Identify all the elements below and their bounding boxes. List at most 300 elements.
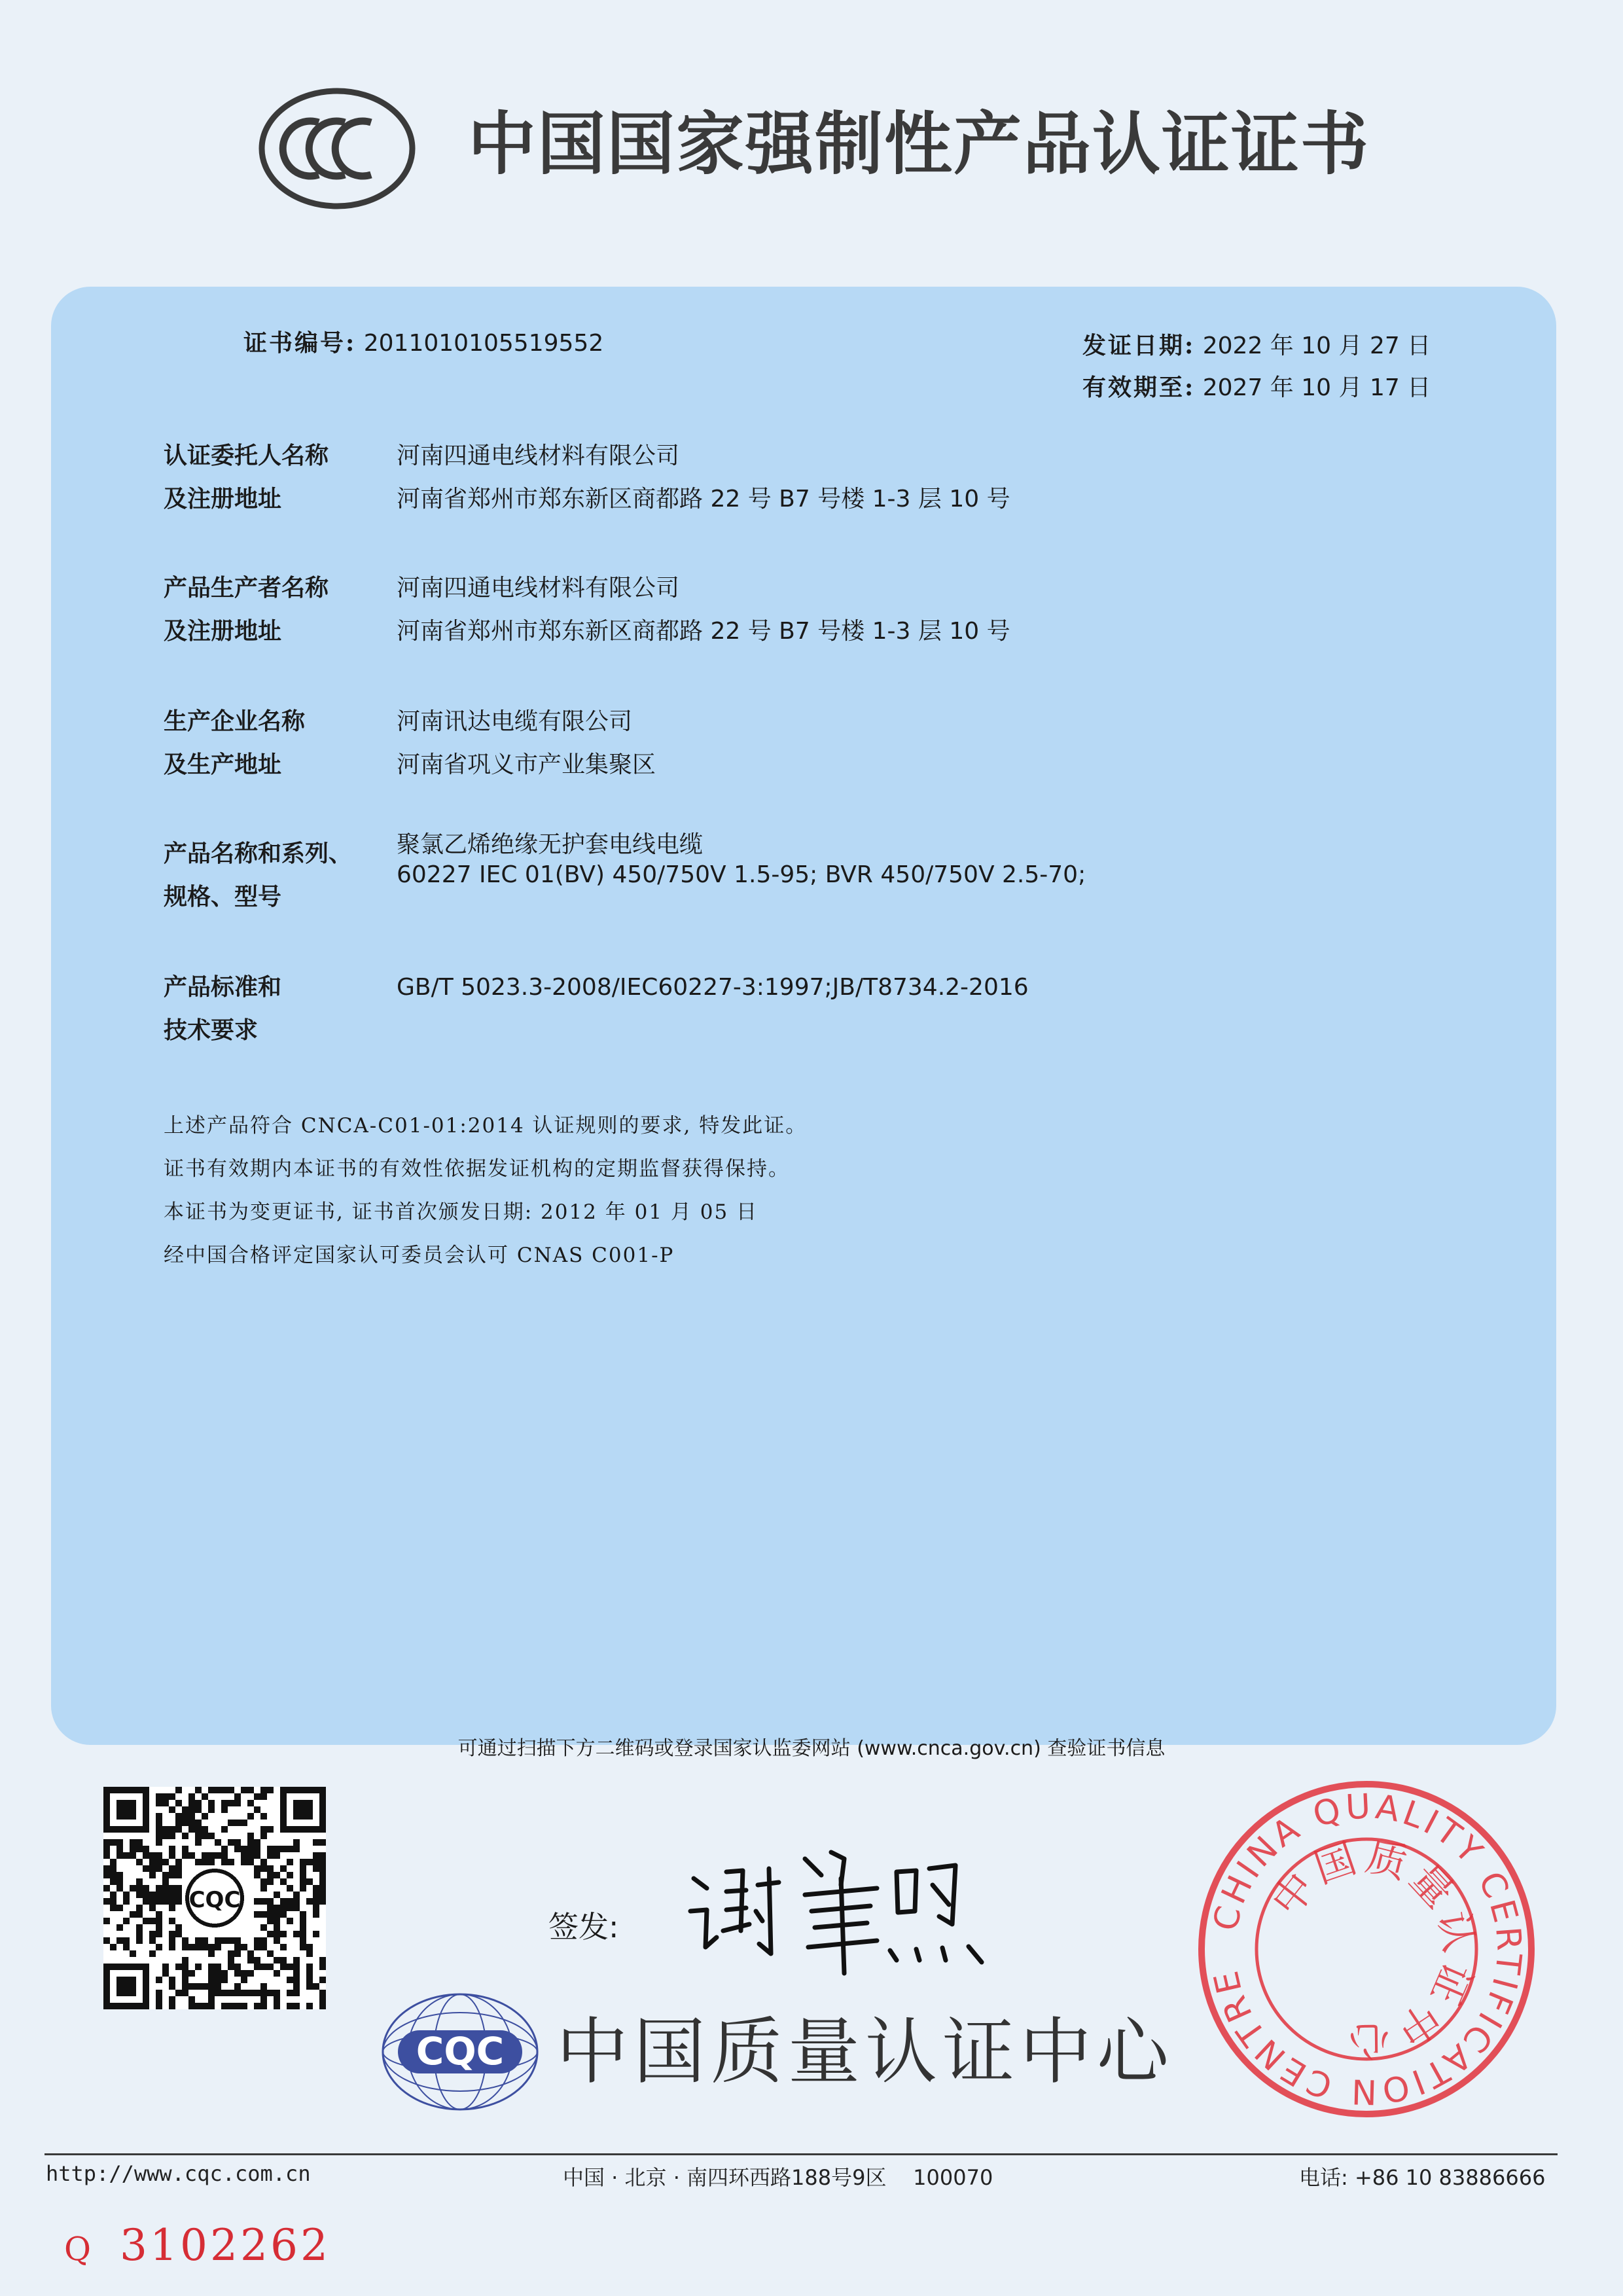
qr-module [234,1820,241,1826]
qr-module [228,1964,234,1970]
qr-module [103,1839,110,1846]
qr-module [293,1977,300,1983]
qr-module [260,1983,267,1990]
qr-module [202,1983,208,1990]
qr-module [306,1977,313,1983]
qr-module [260,1813,267,1820]
qr-module [103,1852,110,1859]
qr-module [208,1950,215,1957]
qr-module [169,1905,175,1911]
qr-module [260,1865,267,1872]
field-applicant [164,435,329,521]
qr-module [313,1911,319,1918]
qr-module [274,1852,280,1859]
qr-module [156,1996,162,2003]
qr-module [130,1950,136,1957]
qr-module [169,1918,175,1924]
qr-module [208,1983,215,1990]
qr-module [319,1878,326,1885]
qr-module [123,1898,130,1905]
qr-module [188,1996,195,2003]
qr-module [313,1931,319,1937]
qr-module [313,1865,319,1872]
qr-module [313,1839,319,1846]
qr-module [313,1898,319,1905]
qr-module [247,1957,254,1964]
qr-module [228,1787,234,1793]
qr-module [293,1983,300,1990]
cert-number-label: 证书编号: [243,329,357,357]
statement-line: 证书有效期内本证书的有效性依据发证机构的定期监督获得保持。 [164,1157,790,1181]
qr-module [319,1977,326,1983]
qr-module [182,1970,188,1977]
qr-module [182,1964,188,1970]
qr-module [208,1800,215,1806]
qr-module [123,1892,130,1898]
qr-module [175,1859,182,1865]
qr-module [234,1839,241,1846]
qr-module [175,1800,182,1806]
qr-module [300,1931,306,1937]
qr-module [195,1787,202,1793]
qr-module [103,1846,110,1852]
qr-module [103,1898,110,1905]
qr-module [110,1859,116,1865]
qr-module [169,1944,175,1950]
qr-module [162,1964,169,1970]
qr-module [247,1839,254,1846]
qr-module [156,1944,162,1950]
qr-module [319,1957,326,1964]
field-label: 及注册地址 [164,618,282,645]
qr-module [136,1911,143,1918]
qr-module [260,1826,267,1833]
qr-module [110,1839,116,1846]
field-value: 河南四通电线材料有限公司 [397,442,680,469]
qr-module [300,1944,306,1950]
qr-module [228,2003,234,2009]
qr-module [228,1800,234,1806]
svg-text:中国质量认证中心 [1262,1832,1484,2064]
qr-module [313,1892,319,1898]
qr-module [195,1820,202,1826]
qr-module [215,1944,221,1950]
field-value: 河南省郑州市郑东新区商都路 22 号 B7 号楼 1-3 层 10 号 [397,618,1010,645]
qr-module [188,1983,195,1990]
qr-module [228,1937,234,1944]
qr-module [267,1911,274,1918]
qr-module [280,1911,287,1918]
qr-module [241,1944,247,1950]
qr-module [306,1859,313,1865]
qr-module [123,1852,130,1859]
qr-module [143,1865,149,1872]
qr-module [306,1878,313,1885]
qr-module [149,1931,156,1937]
qr-module [149,1898,156,1905]
qr-module [260,1937,267,1944]
qr-module [267,1950,274,1957]
qr-module [293,1898,300,1905]
qr-module [247,1833,254,1839]
qr-module [169,1872,175,1878]
qr-module [234,1937,241,1944]
qr-module [241,1820,247,1826]
qr-module [293,1839,300,1846]
qr-module [116,1924,123,1931]
qr-module [110,1892,116,1898]
qr-module [280,1865,287,1872]
qr-module [149,1905,156,1911]
qr-module [188,2003,195,2009]
qr-module [103,1885,110,1892]
qr-module [254,1964,260,1970]
qr-module [175,1872,182,1878]
qr-module [247,1846,254,1852]
qr-module [182,1983,188,1990]
qr-module [188,1813,195,1820]
qr-module [300,1918,306,1924]
qr-module [287,1905,293,1911]
qr-module [267,1918,274,1924]
qr-module [260,1990,267,1996]
qr-module [260,2003,267,2009]
qr-module [228,1859,234,1865]
qr-module [215,1787,221,1793]
qr-module [149,1918,156,1924]
expiry-date-label: 有效期至: [1082,374,1196,401]
footer-address: 中国 · 北京 · 南四环西路188号9区 100070 [563,2165,993,2190]
serial-value: 3102262 [120,2220,330,2270]
qr-module [156,1813,162,1820]
qr-module [156,1885,162,1892]
qr-module [319,1852,326,1859]
statement-line: 上述产品符合 CNCA-C01-01:2014 认证规则的要求, 特发此证。 [164,1114,808,1138]
qr-module [169,1996,175,2003]
qr-module [228,1950,234,1957]
qr-module [234,1950,241,1957]
footer-phone: 电话: +86 10 83886666 [1299,2165,1546,2190]
qr-module [300,1865,306,1872]
qr-module [182,1852,188,1859]
qr-module [287,1859,293,1865]
qr-module [169,1793,175,1800]
qr-module [208,1859,215,1865]
ccc-logo [259,86,416,211]
qr-module [202,1859,208,1865]
qr-module [143,1846,149,1852]
qr-module [221,1970,228,1977]
qr-module [221,1937,228,1944]
qr-module [260,1833,267,1839]
qr-module [221,1846,228,1852]
qr-module [175,1990,182,1996]
qr-module [175,1826,182,1833]
qr-module [208,1833,215,1839]
qr-module [260,1898,267,1905]
serial-prefix: Q [64,2230,94,2268]
qr-module [195,1839,202,1846]
qr-module [267,1931,274,1937]
qr-module [247,1813,254,1820]
qr-module [247,1800,254,1806]
qr-module [143,1892,149,1898]
qr-module [254,2003,260,2009]
field-factory-value [397,700,656,787]
qr-module [195,2003,202,2009]
qr-module [287,1964,293,1970]
qr-module [156,1918,162,1924]
qr-module [293,1892,300,1898]
qr-module [254,1990,260,1996]
qr-module [234,2003,241,2009]
qr-module [260,1924,267,1931]
qr-module [215,1970,221,1977]
qr-module [228,1990,234,1996]
field-standard-value [397,966,1029,1009]
qr-module [156,1800,162,1806]
qr-module [149,1937,156,1944]
qr-module [162,1800,169,1806]
issuer-name: 中国质量认证中心 [556,2010,1174,2094]
qr-module [306,1964,313,1970]
field-label: 规格、型号 [164,884,282,910]
qr-module [319,1865,326,1872]
qr-module [221,1800,228,1806]
qr-module [260,1793,267,1800]
qr-module [319,2003,326,2009]
qr-module [149,1865,156,1872]
qr-module [182,1813,188,1820]
qr-module [254,1839,260,1846]
field-manufacturer [164,567,329,653]
qr-module [228,1820,234,1826]
qr-module [123,1937,130,1944]
qr-module [103,1872,110,1878]
qr-module [169,1977,175,1983]
official-seal [1196,1779,1537,2119]
qr-module [116,1872,123,1878]
qr-module [287,1885,293,1892]
qr-module [202,1852,208,1859]
qr-module [274,1892,280,1898]
statement-line: 经中国合格评定国家认可委员会认可 CNAS C001-P [164,1244,675,1267]
qr-module [260,1885,267,1892]
qr-module [280,1957,287,1964]
seal-outer-text: CHINA QUALITY CERTIFICATION CENTRE [1205,1787,1529,2111]
qr-module [123,1918,130,1924]
qr-module [188,1852,195,1859]
qr-module [274,1990,280,1996]
qr-module [156,1793,162,1800]
qr-module [221,1990,228,1996]
qr-module [313,1852,319,1859]
qr-module [103,1865,110,1872]
qr-module [300,1937,306,1944]
verify-note: 可通过扫描下方二维码或登录国家认监委网站 (www.cnca.gov.cn) 查验证书信息 [457,1737,1166,1760]
qr-module [202,1826,208,1833]
qr-module [313,1885,319,1892]
qr-module [182,1977,188,1983]
qr-module [136,1937,143,1944]
qr-module [228,1839,234,1846]
qr-module [260,1944,267,1950]
qr-module [280,1964,287,1970]
qr-module [274,2003,280,2009]
qr-module [156,1977,162,1983]
qr-module [306,2003,313,2009]
qr-module [156,1833,162,1839]
qr-module [280,1905,287,1911]
qr-module [162,1833,169,1839]
qr-module [175,1820,182,1826]
qr-module [293,1990,300,1996]
qr-module [156,1820,162,1826]
qr-module [110,1878,116,1885]
qr-module [215,1839,221,1846]
qr-module [195,1983,202,1990]
qr-module [169,1865,175,1872]
qr-module [274,1905,280,1911]
cert-number-value: 2011010105519552 [363,330,604,357]
qr-module [156,1898,162,1905]
qr-module [260,1878,267,1885]
qr-module [319,1885,326,1892]
qr-module [116,1852,123,1859]
qr-code[interactable] [103,1787,326,2009]
qr-module [195,1944,202,1950]
field-value: GB/T 5023.3-2008/IEC60227-3:1997;JB/T8734.2-2016 [397,974,1029,1001]
qr-module [221,1859,228,1865]
qr-module [221,1806,228,1813]
qr-module [221,1826,228,1833]
qr-module [156,2003,162,2009]
qr-module [247,1990,254,1996]
handwritten-signature [681,1833,995,1983]
qr-module [267,1787,274,1793]
qr-module [287,1898,293,1905]
qr-module [293,1957,300,1964]
field-label: 产品生产者名称 [164,575,329,601]
qr-module [136,1878,143,1885]
qr-module [293,1964,300,1970]
qr-module [162,1970,169,1977]
qr-module [169,2003,175,2009]
qr-module [293,2003,300,2009]
seal-inner-text: 中国质量认证中心 [1262,1832,1484,2065]
qr-module [313,1905,319,1911]
qr-module [234,1983,241,1990]
qr-module [169,1892,175,1898]
qr-module [202,1833,208,1839]
qr-module [162,1898,169,1905]
qr-module [221,2003,228,2009]
qr-module [306,1944,313,1950]
qr-module [241,1977,247,1983]
qr-module [130,1885,136,1892]
qr-module [136,1892,143,1898]
qr-module [175,1931,182,1937]
qr-module [300,1872,306,1878]
qr-module [241,1990,247,1996]
qr-module [287,1872,293,1878]
qr-module [254,1957,260,1964]
qr-module [208,2003,215,2009]
qr-module [234,1964,241,1970]
field-label: 技术要求 [164,1017,259,1044]
issue-date-label: 发证日期: [1082,332,1196,359]
qr-module [169,1937,175,1944]
qr-module [319,1859,326,1865]
qr-module [274,1918,280,1924]
qr-module [260,1787,267,1793]
qr-module [169,1931,175,1937]
qr-module [300,1859,306,1865]
qr-module [116,1937,123,1944]
qr-module [195,1833,202,1839]
qr-module [215,1852,221,1859]
qr-module [202,1944,208,1950]
qr-module [319,1872,326,1878]
field-value: 60227 IEC 01(BV) 450/750V 1.5-95; BVR 450/750V 2.5-70; [397,861,1086,888]
field-applicant-value [397,435,1010,521]
qr-module [175,1964,182,1970]
field-value: 河南四通电线材料有限公司 [397,575,680,601]
qr-module [254,1806,260,1813]
qr-module [254,1944,260,1950]
qr-module [287,1846,293,1852]
qr-module [241,1970,247,1977]
qr-module [195,1806,202,1813]
qr-module [254,1846,260,1852]
qr-module [267,1898,274,1905]
qr-module [228,1957,234,1964]
qr-module [136,1924,143,1931]
qr-module [300,1878,306,1885]
qr-module [319,1996,326,2003]
qr-module [188,1970,195,1977]
qr-module [162,1885,169,1892]
qr-module [169,1885,175,1892]
qr-module [215,1983,221,1990]
qr-module [116,1885,123,1892]
qr-module [319,1839,326,1846]
qr-module [175,1885,182,1892]
field-value: 河南省郑州市郑东新区商都路 22 号 B7 号楼 1-3 层 10 号 [397,486,1010,512]
footer-url[interactable]: http://www.cqc.com.cn [46,2161,311,2186]
qr-module [188,1826,195,1833]
qr-module [247,1970,254,1977]
qr-module [149,1859,156,1865]
issue-date [1082,327,1431,361]
qr-module [149,1872,156,1878]
qr-module [182,1820,188,1826]
qr-module [110,1865,116,1872]
qr-module [116,1878,123,1885]
qr-module [162,1872,169,1878]
issue-date-value: 2022 年 10 月 27 日 [1202,332,1431,359]
field-product-value [397,830,1086,890]
field-label: 及注册地址 [164,486,282,512]
qr-module [287,2003,293,2009]
qr-module [208,1852,215,1859]
qr-module [143,1885,149,1892]
qr-module [241,2003,247,2009]
qr-module [254,1852,260,1859]
qr-module [208,1990,215,1996]
cqc-logo-text: CQC [416,2029,505,2073]
qr-module [130,1911,136,1918]
